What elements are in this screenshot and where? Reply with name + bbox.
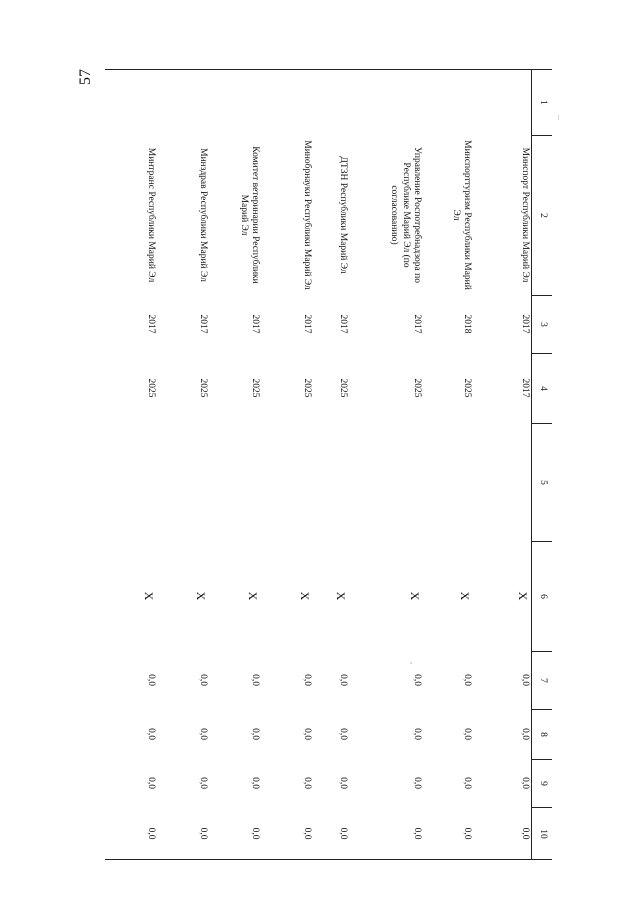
header-col-3: 3 bbox=[532, 295, 552, 353]
org-name: Минтранс Республики Марий Эл bbox=[146, 147, 156, 283]
org-name-cell bbox=[449, 135, 472, 295]
cell-text: 0,0 bbox=[146, 728, 156, 740]
cell-text: 0,0 bbox=[338, 674, 348, 686]
value-cell-c4 bbox=[197, 353, 208, 423]
value-cell-c6 bbox=[408, 541, 422, 651]
header-col-9: 9 bbox=[532, 759, 552, 807]
cell-text: 2017 bbox=[520, 314, 530, 334]
value-cell-c6 bbox=[246, 541, 260, 651]
value-cell-c6 bbox=[194, 541, 208, 651]
value-cell-c6 bbox=[298, 541, 312, 651]
cell-text: 2017 bbox=[338, 314, 348, 334]
cell-text: 2017 bbox=[302, 314, 312, 334]
value-cell-c7 bbox=[337, 651, 348, 709]
value-cell-c8 bbox=[249, 709, 260, 759]
value-cell-c9 bbox=[461, 759, 472, 807]
value-cell-c4 bbox=[301, 353, 312, 423]
header-col-1: 1 bbox=[537, 100, 548, 105]
org-name: Минспорт Республики Марий Эл bbox=[520, 147, 530, 283]
value-cell-c10 bbox=[519, 807, 530, 860]
cell-text: 0,0 bbox=[302, 827, 312, 840]
cell-text: 2025 bbox=[338, 378, 348, 398]
table-right-rule bbox=[105, 859, 552, 860]
cell-text: 2025 bbox=[302, 378, 312, 398]
value-cell-c7 bbox=[519, 651, 530, 709]
cell-text: 0,0 bbox=[146, 827, 156, 840]
value-cell-c4 bbox=[519, 353, 530, 423]
value-cell-c8 bbox=[145, 709, 156, 759]
cell-text: 0,0 bbox=[520, 728, 530, 740]
value-cell-c10 bbox=[249, 807, 260, 860]
page-number: 57 bbox=[77, 69, 94, 85]
value-cell-c3 bbox=[461, 295, 472, 353]
org-name-cell bbox=[145, 135, 156, 295]
value-cell-c10 bbox=[145, 807, 156, 860]
org-name-cell bbox=[519, 135, 530, 295]
value-cell-c6 bbox=[142, 541, 156, 651]
value-cell-c8 bbox=[411, 709, 422, 759]
value-cell-c10 bbox=[301, 807, 312, 860]
header-col-10: 10 bbox=[532, 807, 552, 860]
cell-text: 2025 bbox=[198, 378, 208, 398]
x-mark: X bbox=[334, 591, 348, 601]
value-cell-c9 bbox=[197, 759, 208, 807]
value-cell-c3 bbox=[301, 295, 312, 353]
cell-text: 0,0 bbox=[146, 674, 156, 686]
value-cell-c4 bbox=[461, 353, 472, 423]
org-name: Минобрнауки Республики Марий Эл bbox=[302, 140, 312, 290]
cell-text: 0,0 bbox=[412, 777, 422, 789]
x-mark: X bbox=[194, 591, 208, 601]
cell-text: 0,0 bbox=[198, 777, 208, 789]
value-cell-c4 bbox=[249, 353, 260, 423]
value-cell-c3 bbox=[249, 295, 260, 353]
x-mark: X bbox=[142, 591, 156, 601]
cell-text: 2017 bbox=[198, 314, 208, 334]
value-cell-c7 bbox=[411, 651, 422, 709]
table-left-rule bbox=[105, 69, 552, 70]
header-col-8: 8 bbox=[532, 709, 552, 759]
value-cell-c9 bbox=[337, 759, 348, 807]
cell-text: 0,0 bbox=[462, 674, 472, 686]
value-cell-c9 bbox=[519, 759, 530, 807]
x-mark: X bbox=[408, 591, 422, 601]
org-name-cell bbox=[301, 135, 312, 295]
cell-text: 0,0 bbox=[338, 728, 348, 740]
cell-text: 0,0 bbox=[412, 728, 422, 740]
value-cell-c6 bbox=[516, 541, 530, 651]
org-name: Управление Роспотребнадзора по Республике Марий Эл (по согласованию) bbox=[389, 147, 422, 283]
value-cell-c10 bbox=[461, 807, 472, 860]
header-col-4: 4 bbox=[532, 353, 552, 423]
value-cell-c3 bbox=[411, 295, 422, 353]
value-cell-c10 bbox=[411, 807, 422, 860]
value-cell-c3 bbox=[519, 295, 530, 353]
cell-text: 0,0 bbox=[250, 728, 260, 740]
x-mark: X bbox=[246, 591, 260, 601]
cell-text: 2017 bbox=[412, 314, 422, 334]
cell-text: 0,0 bbox=[146, 777, 156, 789]
value-cell-c9 bbox=[145, 759, 156, 807]
cell-text: 0,0 bbox=[520, 827, 530, 840]
x-mark: X bbox=[516, 591, 530, 601]
org-name-cell bbox=[197, 135, 208, 295]
value-cell-c7 bbox=[197, 651, 208, 709]
cell-text: 0,0 bbox=[338, 777, 348, 789]
header-col-2: 2 bbox=[532, 135, 552, 295]
cell-text: 0,0 bbox=[462, 827, 472, 840]
table-header-row bbox=[531, 70, 552, 860]
x-mark: X bbox=[458, 591, 472, 601]
cell-text: 0,0 bbox=[198, 827, 208, 840]
cell-text: 2025 bbox=[462, 378, 472, 398]
value-cell-c8 bbox=[461, 709, 472, 759]
org-name-cell bbox=[388, 135, 422, 295]
value-cell-c7 bbox=[249, 651, 260, 709]
value-cell-c9 bbox=[249, 759, 260, 807]
cell-text: 0,0 bbox=[412, 674, 422, 686]
header-col-6: 6 bbox=[532, 541, 552, 651]
header-col-7: 7 bbox=[532, 651, 552, 709]
org-name: Комитет ветеринарии Республики Марий Эл bbox=[238, 146, 260, 284]
scan-speck bbox=[558, 115, 559, 120]
cell-text: 2025 bbox=[146, 378, 156, 398]
value-cell-c4 bbox=[337, 353, 348, 423]
org-name-cell bbox=[337, 135, 348, 295]
value-cell-c3 bbox=[337, 295, 348, 353]
value-cell-c3 bbox=[197, 295, 208, 353]
value-cell-c4 bbox=[411, 353, 422, 423]
value-cell-c7 bbox=[461, 651, 472, 709]
value-cell-c7 bbox=[301, 651, 312, 709]
value-cell-c10 bbox=[197, 807, 208, 860]
value-cell-c6 bbox=[458, 541, 472, 651]
org-name: Минспорттуризм Республики Марий Эл bbox=[450, 140, 472, 290]
value-cell-c6 bbox=[334, 541, 348, 651]
cell-text: 0,0 bbox=[412, 827, 422, 840]
value-cell-c7 bbox=[145, 651, 156, 709]
value-cell-c3 bbox=[145, 295, 156, 353]
x-mark: X bbox=[298, 591, 312, 601]
cell-text: 2017 bbox=[520, 378, 530, 398]
cell-text: 0,0 bbox=[250, 827, 260, 840]
value-cell-c8 bbox=[519, 709, 530, 759]
cell-text: 0,0 bbox=[520, 674, 530, 686]
value-cell-c9 bbox=[301, 759, 312, 807]
scanned-table bbox=[105, 70, 552, 860]
cell-text: 0,0 bbox=[302, 728, 312, 740]
value-cell-c8 bbox=[301, 709, 312, 759]
cell-text: 0,0 bbox=[250, 777, 260, 789]
cell-text: 0,0 bbox=[302, 674, 312, 686]
cell-text: 0,0 bbox=[462, 777, 472, 789]
value-cell-c8 bbox=[197, 709, 208, 759]
cell-text: 2017 bbox=[250, 314, 260, 334]
value-cell-c10 bbox=[337, 807, 348, 860]
cell-text: 0,0 bbox=[462, 728, 472, 740]
cell-text: 2025 bbox=[250, 378, 260, 398]
value-cell-c9 bbox=[411, 759, 422, 807]
cell-text: 0,0 bbox=[198, 674, 208, 686]
org-name-cell bbox=[237, 135, 260, 295]
org-name: ДТЗН Республики Марий Эл bbox=[338, 156, 348, 274]
cell-text: 0,0 bbox=[302, 777, 312, 789]
header-col-5: 5 bbox=[532, 423, 552, 541]
cell-text: 0,0 bbox=[338, 827, 348, 840]
value-cell-c4 bbox=[145, 353, 156, 423]
value-cell-c8 bbox=[337, 709, 348, 759]
cell-text: 2017 bbox=[146, 314, 156, 334]
cell-text: 0,0 bbox=[250, 674, 260, 686]
cell-text: 0,0 bbox=[198, 728, 208, 740]
scan-speck bbox=[410, 662, 412, 664]
cell-text: 2025 bbox=[412, 378, 422, 398]
cell-text: 2018 bbox=[462, 314, 472, 334]
org-name: Минздрав Республики Марий Эл bbox=[198, 148, 208, 282]
cell-text: 0,0 bbox=[520, 777, 530, 789]
